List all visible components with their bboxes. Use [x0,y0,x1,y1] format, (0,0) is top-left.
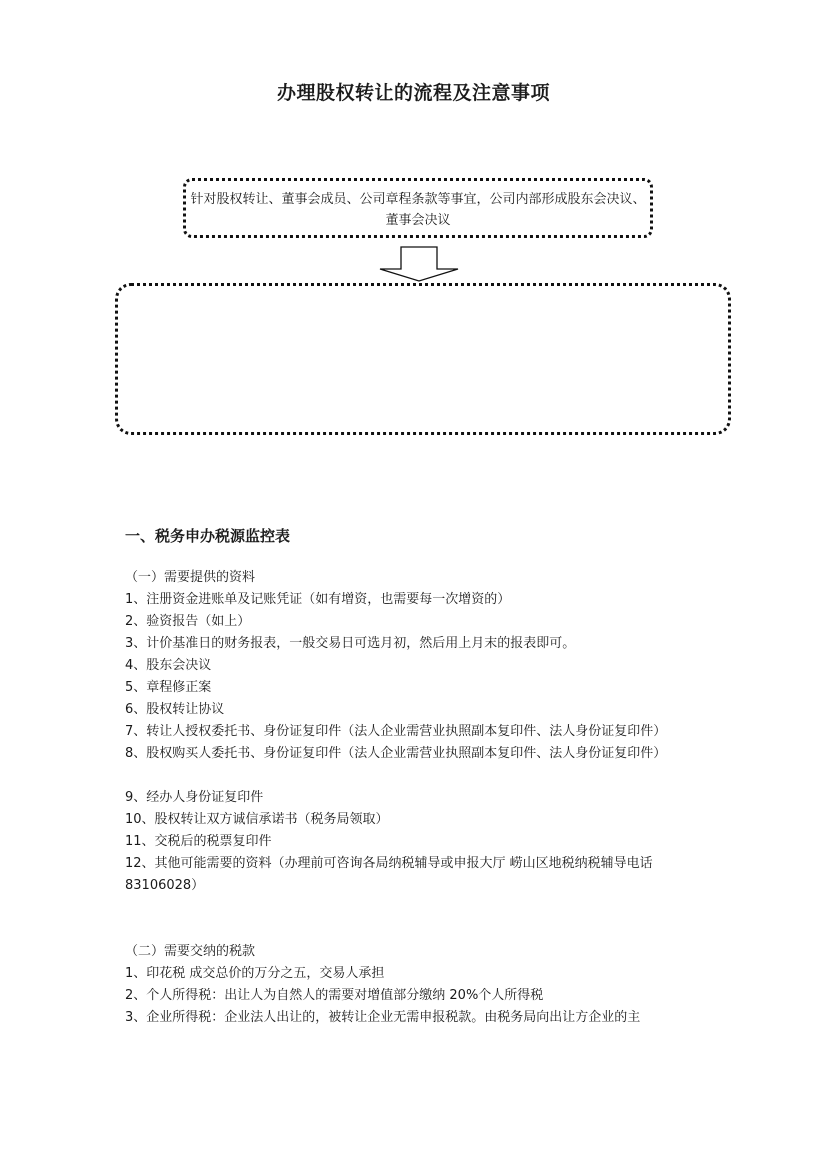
list-item: 2、个人所得税：出让人为自然人的需要对增值部分缴纳 20%个人所得税 [125,988,544,1003]
list-item: 10、股权转让双方诚信承诺书（税务局领取） [125,812,389,827]
list-item: 7、转让人授权委托书、身份证复印件（法人企业需营业执照副本复印件、法人身份证复印件） [125,724,667,739]
list-item: 8、股权购买人委托书、身份证复印件（法人企业需营业执照副本复印件、法人身份证复印件） [125,746,667,761]
list-item: 11、交税后的税票复印件 [125,834,272,849]
blank-line [125,765,710,787]
list-item: 4、股东会决议 [125,658,212,673]
list-item: 9、经办人身份证复印件 [125,790,264,805]
list-item: 3、企业所得税：企业法人出让的，被转让企业无需申报税款。由税务局向出让方企业的主 [125,1010,641,1025]
flow-step-1-text: 针对股权转让、董事会成员、公司章程条款等事宜，公司内部形成股东会决议、董事会决议 [190,192,646,228]
flow-step-1-box [183,178,653,238]
list-item: 6、股权转让协议 [125,702,225,717]
flow-step-2-box [115,283,731,435]
blank-line [125,919,710,941]
list-item: 5、章程修正案 [125,680,212,695]
list-item: 12、其他可能需要的资料（办理前可咨询各局纳税辅导或申报大厅 崂山区地税纳税辅导电话 83106028） [125,856,653,893]
list-item: 2、验资报告（如上） [125,614,251,629]
list-item: 1、印花税 成交总价的万分之五，交易人承担 [125,966,385,981]
section-1-heading: 一、税务申办税源监控表 [125,527,291,545]
document-title: 办理股权转让的流程及注意事项 [276,82,550,104]
subsection-taxes-heading: （二）需要交纳的税款 [125,944,256,959]
list-item: 3、计价基准日的财务报表，一般交易日可选月初，然后用上月末的报表即可。 [125,636,576,651]
blank-line [125,897,710,919]
down-arrow-icon [376,245,462,283]
subsection-materials-heading: （一）需要提供的资料 [125,570,256,585]
section-1-body [125,567,710,1029]
list-item: 1、注册资金进账单及记账凭证（如有增资，也需要每一次增资的） [125,592,511,607]
